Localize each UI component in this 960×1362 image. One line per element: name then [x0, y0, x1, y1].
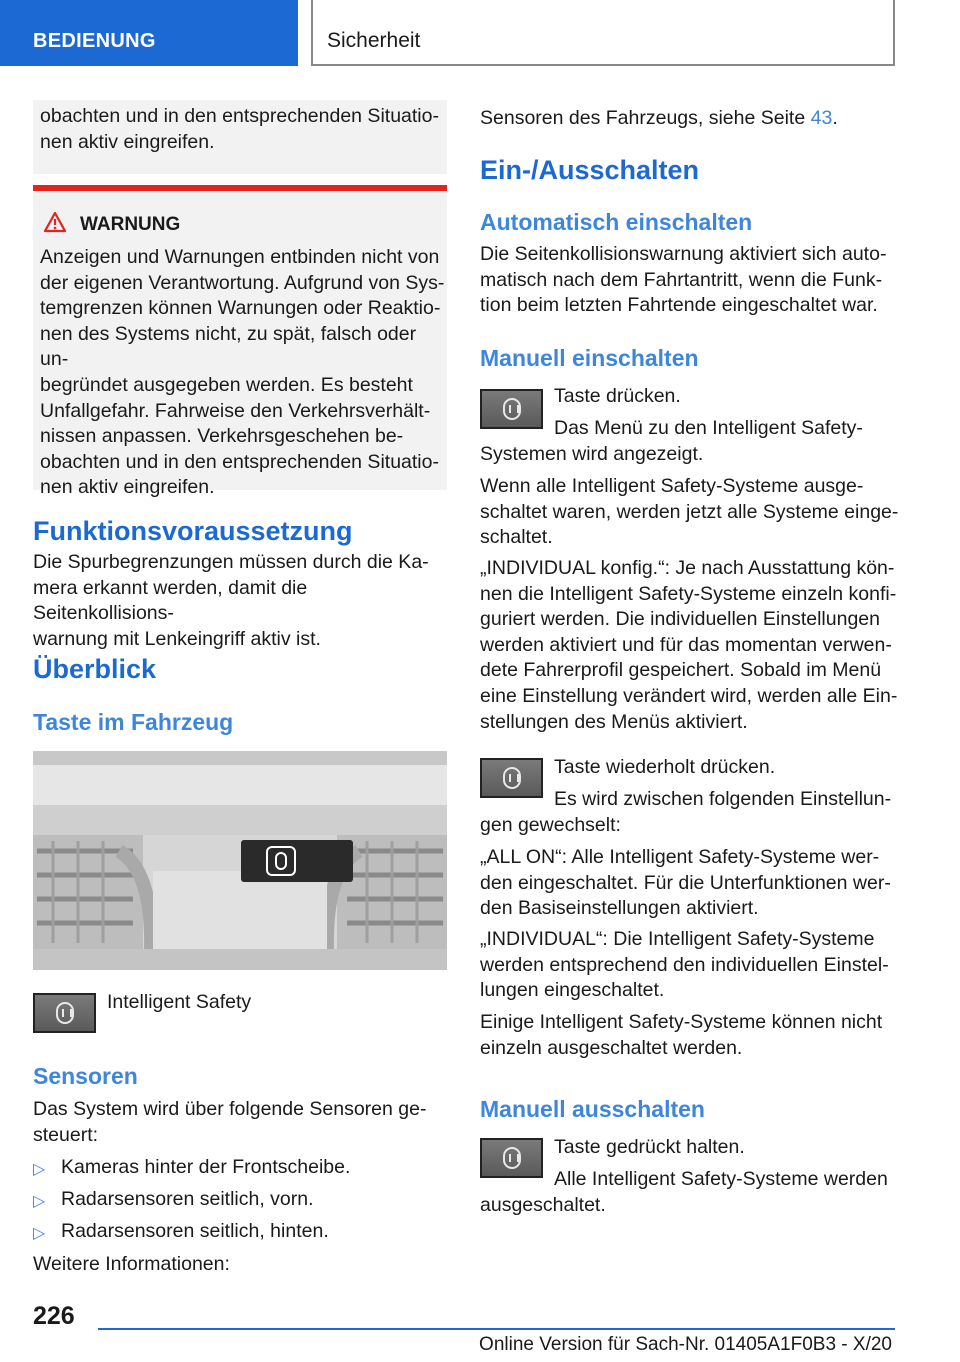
bullet-triangle-icon: ▷ — [33, 1193, 46, 1210]
individual-line: stellungen des Menüs aktiviert. — [480, 710, 748, 733]
individual-line: nen die Intelligent Safety-Systeme einzeln konfi- — [480, 582, 897, 605]
individual-line: eine Einstellung verändert wird, werden alle Ein- — [480, 684, 898, 707]
section-tab-label: BEDIENUNG — [33, 30, 156, 52]
step-off-text-cont: ausgeschaltet. — [480, 1194, 606, 1216]
heading-taste-im-fahrzeug: Taste im Fahrzeug — [33, 709, 234, 735]
funktion-line: mera erkannt werden, damit die Seitenkollisions- — [33, 576, 308, 625]
warning-line: Unfallgefahr. Fahrweise den Verkehrsverhält- — [40, 399, 431, 422]
warning-line: nen aktiv eingreifen. — [40, 476, 215, 499]
all-on-line: den Basiseinstellungen aktiviert. — [480, 897, 759, 920]
individual2-line: lungen eingeschaltet. — [480, 979, 665, 1002]
heading-automatisch-einschalten: Automatisch einschalten — [480, 209, 753, 235]
all-on-line: den eingeschaltet. Für die Unterfunktionen wer- — [480, 871, 891, 894]
individual-line: werden aktiviert und für das momentan verwen- — [480, 633, 892, 656]
warning-line: nissen anpassen. Verkehrsgeschehen be- — [40, 425, 404, 448]
chapter-title: Sicherheit — [327, 29, 421, 52]
step-switch-text-cont: gen gewechselt: — [480, 814, 621, 836]
individual2-line: werden entsprechend den individuellen Einstel- — [480, 953, 889, 976]
step-press-text: Taste drücken. — [554, 385, 681, 407]
all-on-line: „ALL ON“: Alle Intelligent Safety-Systeme wer- — [480, 846, 880, 868]
warning-triangle-icon — [43, 211, 67, 233]
intelligent-safety-button-icon — [33, 993, 96, 1033]
button-caption: Intelligent Safety — [107, 991, 252, 1013]
chapter-header — [311, 0, 895, 66]
heading-manuell-ausschalten: Manuell ausschalten — [480, 1096, 705, 1122]
warning-line: begründet ausgegeben werden. Es besteht — [40, 373, 413, 396]
funktion-paragraph — [33, 550, 453, 652]
step-switch-text: Es wird zwischen folgenden Einstellun- — [554, 788, 892, 810]
heading-funktionsvoraussetzung: Funktionsvoraussetzung — [33, 516, 353, 546]
auto-line: Die Seitenkollisionswarnung aktiviert sich auto- — [480, 243, 887, 265]
einige-line: Einige Intelligent Safety-Systeme können nicht — [480, 1011, 883, 1033]
warning-line: nen des Systems nicht, zu spät, falsch oder un- — [40, 322, 417, 371]
einige-paragraph — [480, 1010, 900, 1061]
wenn-line: Wenn alle Intelligent Safety-Systeme ausge- — [480, 475, 864, 497]
sensoren-paragraph — [33, 1097, 447, 1148]
footer-rule — [98, 1328, 895, 1330]
section-tab — [0, 0, 298, 66]
note-continuation-text: obachten und in den entsprechenden Situatio- nen aktiv eingreifen. — [40, 105, 439, 153]
funktion-line: Die Spurbegrenzungen müssen durch die Ka- — [33, 551, 429, 573]
wenn-line: schaltet. — [480, 526, 553, 549]
footer-online-version: Online Version für Sach-Nr. 01405A1F0B3 - X/20 — [479, 1334, 892, 1355]
bullet-item: Radarsensoren seitlich, vorn. — [61, 1188, 314, 1210]
step-repeat-text: Taste wiederholt drücken. — [554, 756, 776, 778]
warning-line: obachten und in den entsprechenden Situatio- — [40, 450, 439, 473]
step-menu-text-cont: Systemen wird angezeigt. — [480, 443, 704, 465]
warning-title: WARNUNG — [80, 214, 181, 235]
individual-paragraph — [480, 927, 900, 1004]
weitere-informationen: Weitere Informationen: — [33, 1253, 230, 1275]
intelligent-safety-button-icon — [480, 1138, 543, 1178]
heading-sensoren: Sensoren — [33, 1063, 138, 1089]
individual2-line: „INDIVIDUAL“: Die Intelligent Safety-Systeme — [480, 928, 875, 950]
wenn-paragraph — [480, 474, 900, 551]
warning-line: Anzeigen und Warnungen entbinden nicht von — [40, 246, 440, 268]
bullet-triangle-icon: ▷ — [33, 1161, 46, 1178]
page-link[interactable]: 43 — [810, 107, 833, 129]
sensor-reference-end: . — [832, 107, 838, 129]
heading-manuell-einschalten: Manuell einschalten — [480, 345, 699, 371]
sensor-reference — [480, 106, 838, 132]
sensoren-line: Das System wird über folgende Sensoren ge- — [33, 1098, 427, 1120]
bullet-item: Radarsensoren seitlich, hinten. — [61, 1220, 329, 1242]
wenn-line: schaltet waren, werden jetzt alle Systeme einge- — [480, 500, 899, 523]
step-off-text: Alle Intelligent Safety-Systeme werden — [554, 1168, 888, 1190]
bullet-triangle-icon: ▷ — [33, 1225, 46, 1242]
funktion-line: warnung mit Lenkeingriff aktiv ist. — [33, 627, 321, 650]
heading-ein-ausschalten: Ein-/Ausschalten — [480, 155, 700, 185]
step-menu-text: Das Menü zu den Intelligent Safety- — [554, 417, 863, 439]
page-number: 226 — [33, 1302, 75, 1330]
individual-konfig-paragraph — [480, 556, 900, 735]
intelligent-safety-button-icon — [480, 758, 543, 798]
intelligent-safety-button-icon — [480, 389, 543, 429]
warning-text — [40, 245, 445, 501]
einige-line: einzeln ausgeschaltet werden. — [480, 1036, 743, 1059]
all-on-paragraph — [480, 845, 900, 922]
individual-line: „INDIVIDUAL konfig.“: Je nach Ausstattung kön- — [480, 557, 895, 579]
sensoren-line: steuert: — [33, 1123, 99, 1146]
warning-line: der eigenen Verantwortung. Aufgrund von Sys- — [40, 271, 445, 294]
sensor-reference-text: Sensoren des Fahrzeugs, siehe Seite — [480, 107, 811, 129]
step-hold-text: Taste gedrückt halten. — [554, 1136, 745, 1158]
bullet-item: Kameras hinter der Frontscheibe. — [61, 1156, 351, 1178]
auto-paragraph — [480, 242, 900, 319]
individual-line: guriert werden. Die individuellen Einstellungen — [480, 608, 880, 631]
dashboard-button-photo — [33, 751, 447, 970]
auto-line: matisch nach dem Fahrtantritt, wenn die Funk- — [480, 268, 883, 291]
heading-ueberblick: Überblick — [33, 654, 157, 684]
warning-line: temgrenzen können Warnungen oder Reaktio- — [40, 297, 441, 320]
individual-line: dete Fahrerprofil gespeichert. Sobald im Menü — [480, 659, 882, 682]
auto-line: tion beim letzten Fahrtende eingeschaltet war. — [480, 294, 878, 317]
